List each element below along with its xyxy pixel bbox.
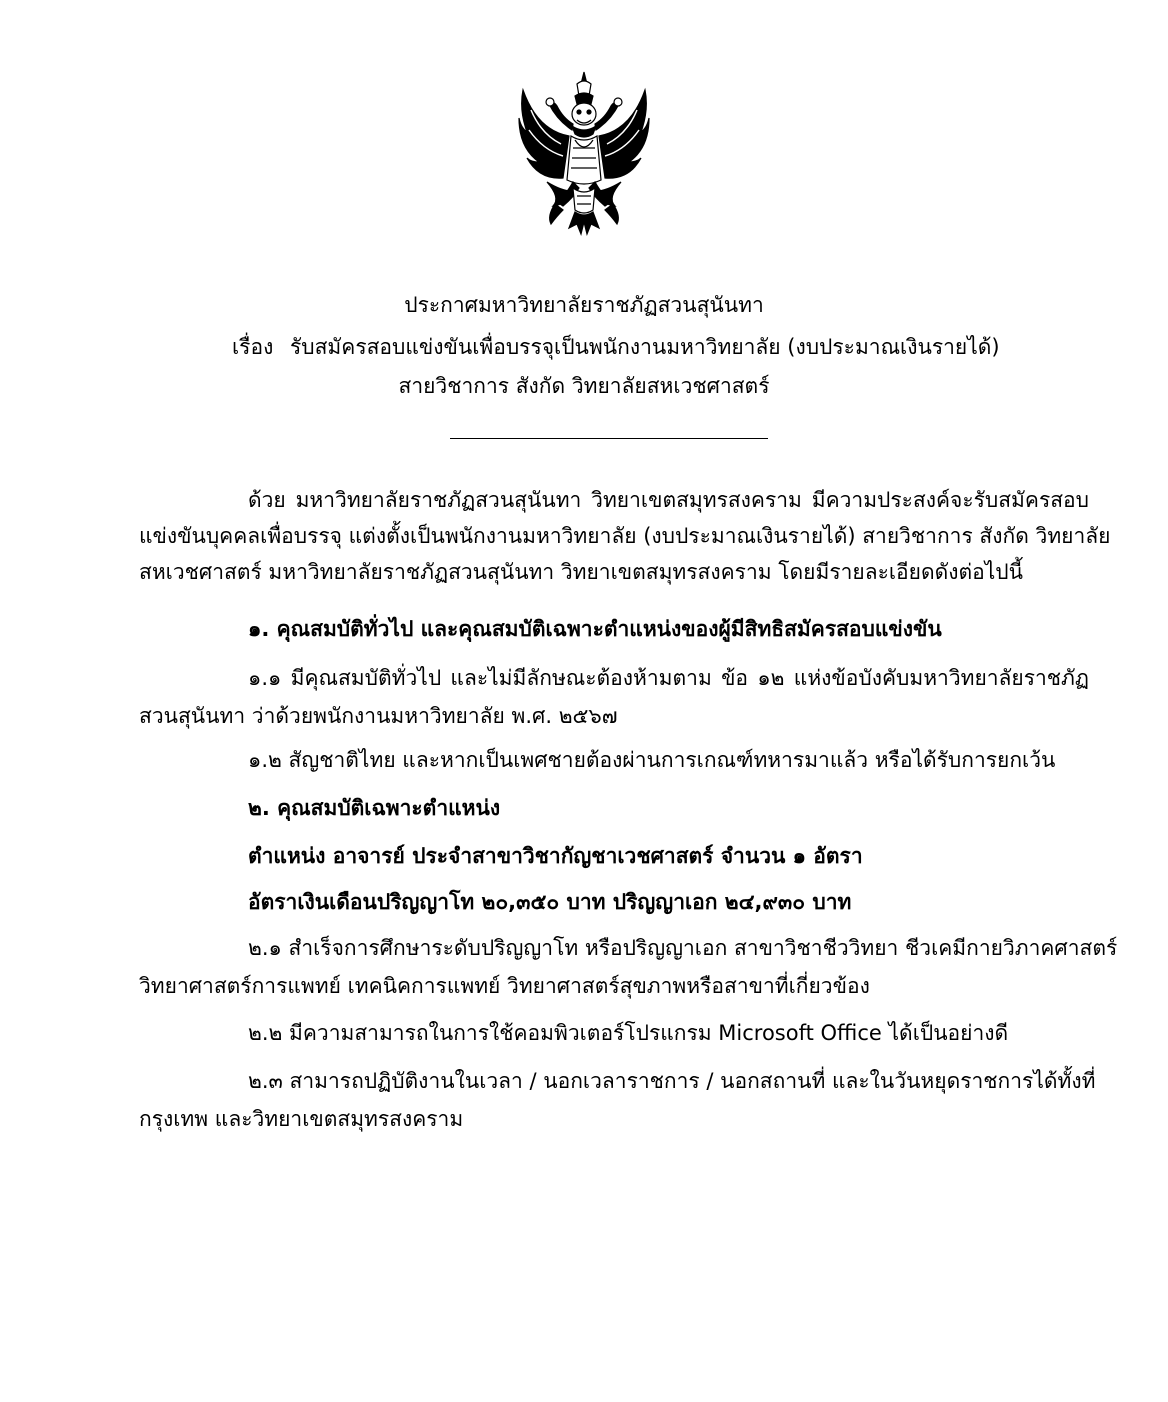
- intro-line-2: [139, 521, 1111, 551]
- subject-label: เรื่อง: [232, 335, 274, 359]
- garuda-emblem-icon: [517, 70, 651, 236]
- subject-line: [232, 332, 1000, 362]
- intro-line-2-text: แข่งขันบุคคลเพื่อบรรจุ แต่งตั้งเป็นพนักงานมหาวิทยาลัย (งบประมาณเงินรายได้) สายวิชาการ สังกัด วิทยาลัย: [139, 524, 1111, 548]
- section-2-item-1-line-2: วิทยาศาสตร์การแพทย์ เทคนิคการแพทย์ วิทยาศาสตร์สุขภาพหรือสาขาที่เกี่ยวข้อง: [139, 974, 870, 998]
- subject-text: รับสมัครสอบแข่งขันเพื่อบรรจุเป็นพนักงานมหาวิทยาลัย (งบประมาณเงินรายได้): [290, 335, 1000, 359]
- section-2-item-3-line-2: กรุงเทพ และวิทยาเขตสมุทรสงคราม: [139, 1107, 464, 1131]
- section-2-item-1-line-1: [248, 933, 1118, 963]
- section-2-item-1-line-1-text: ๒.๑ สำเร็จการศึกษาระดับปริญญาโท หรือปริญญาเอก สาขาวิชาชีววิทยา ชีวเคมีกายวิภาคศาสตร์: [248, 936, 1118, 960]
- intro-line-1: [248, 485, 1089, 515]
- intro-line-1-text: ด้วย มหาวิทยาลัยราชภัฏสวนสุนันทา วิทยาเขตสมุทรสงคราม มีความประสงค์จะรับสมัครสอบ: [248, 488, 1089, 512]
- section-1-item-1-line-1: [248, 663, 1089, 693]
- section-2-heading: ๒. คุณสมบัติเฉพาะตำแหน่ง: [248, 796, 501, 820]
- section-1-item-1-line-1-text: ๑.๑ มีคุณสมบัติทั่วไป และไม่มีลักษณะต้องห้ามตาม ข้อ ๑๒ แห่งข้อบังคับมหาวิทยาลัยราชภัฏ: [248, 666, 1089, 690]
- section-1-item-1-line-2: สวนสุนันทา ว่าด้วยพนักงานมหาวิทยาลัย พ.ศ. ๒๕๖๗: [139, 704, 618, 728]
- announcement-title: ประกาศมหาวิทยาลัยราชภัฏสวนสุนันทา: [404, 293, 764, 317]
- section-2-salary: อัตราเงินเดือนปริญญาโท ๒๐,๓๕๐ บาท ปริญญาเอก ๒๔,๙๓๐ บาท: [248, 890, 852, 914]
- subject-line-2: สายวิชาการ สังกัด วิทยาลัยสหเวชศาสตร์: [398, 374, 770, 398]
- section-2-item-3-line-1-text: ๒.๓ สามารถปฏิบัติงานในเวลา / นอกเวลาราชการ / นอกสถานที่ และในวันหยุดราชการได้ทั้งที่: [248, 1069, 1096, 1093]
- section-1-heading: ๑. คุณสมบัติทั่วไป และคุณสมบัติเฉพาะตำแหน่งของผู้มีสิทธิสมัครสอบแข่งขัน: [248, 617, 942, 641]
- intro-line-3: สหเวชศาสตร์ มหาวิทยาลัยราชภัฏสวนสุนันทา วิทยาเขตสมุทรสงคราม โดยมีรายละเอียดดังต่อไปนี้: [139, 560, 1023, 584]
- section-2-position: ตำแหน่ง อาจารย์ ประจำสาขาวิชากัญชาเวชศาสตร์ จำนวน ๑ อัตรา: [248, 844, 863, 868]
- section-1-item-2: ๑.๒ สัญชาติไทย และหากเป็นเพศชายต้องผ่านการเกณฑ์ทหารมาแล้ว หรือได้รับการยกเว้น: [248, 748, 1056, 772]
- section-2-item-2: ๒.๒ มีความสามารถในการใช้คอมพิวเตอร์โปรแกรม Microsoft Office ได้เป็นอย่างดี: [248, 1021, 1009, 1045]
- divider-rule: [450, 438, 768, 439]
- section-2-item-3-line-1: [248, 1066, 1096, 1096]
